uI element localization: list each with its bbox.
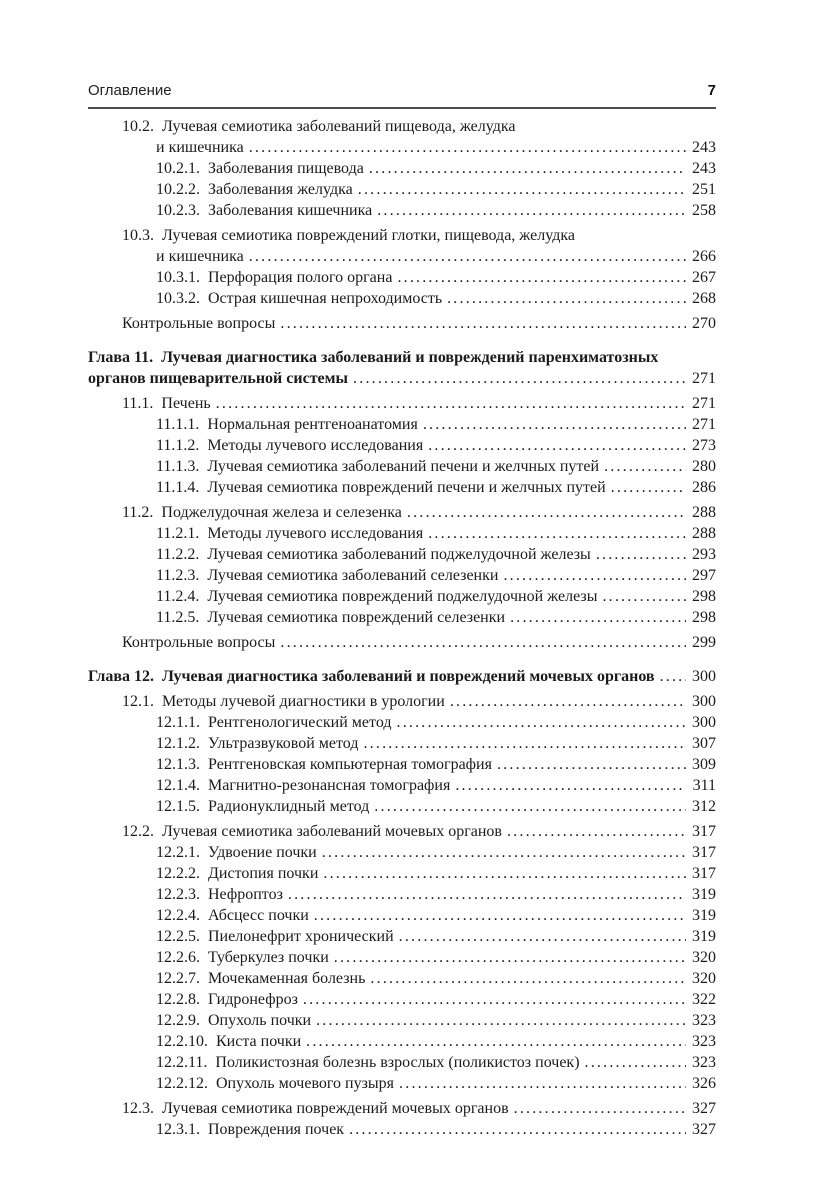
entry-page: 280 [692,458,716,475]
toc-entry [88,179,716,200]
entry-title: Лучевая семиотика повреждений селезенки [207,609,506,626]
entry-page: 300 [692,668,716,685]
toc-entry [88,632,716,653]
toc-entry [88,733,716,754]
toc-entry [88,884,716,905]
toc-entry [88,989,716,1010]
entry-title: Контрольные вопросы [122,634,276,651]
entry-number: 12.2. [122,823,154,840]
entry-title: Лучевая диагностика заболеваний и повреждений мочевых органов [162,668,655,685]
leader-dots [510,607,686,628]
entry-title: Опухоль почки [208,1012,312,1029]
header-title: Оглавление [88,82,172,99]
entry-title: Туберкулез почки [208,949,329,966]
toc-entry [88,905,716,926]
entry-page: 298 [692,588,716,605]
entry-title: Лучевая семиотика заболеваний мочевых органов [162,823,502,840]
entry-title: Лучевая семиотика повреждений мочевых органов [162,1100,509,1117]
toc-entry [88,313,716,334]
toc-entry [88,1052,716,1073]
toc-entry [88,754,716,775]
entry-title: Поликистозная болезнь взрослых (поликистоз почек) [215,1054,580,1071]
toc-entry [88,502,716,523]
entry-page: 323 [692,1054,716,1071]
entry-number: 12.2.11. [156,1054,208,1071]
toc-entry [88,393,716,414]
entry-title: Абсцесс почки [208,907,309,924]
entry-number: 10.3. [122,227,154,244]
toc-entry [88,796,716,817]
entry-number: 11.1.3. [156,458,200,475]
entry-number: 11.2.5. [156,609,200,626]
toc-entry [88,1073,716,1094]
leader-dots [399,1073,686,1094]
entry-page: 300 [692,693,716,710]
entry-page: 322 [692,991,716,1008]
entry-page: 288 [692,504,716,521]
toc-entry [88,565,716,586]
leader-dots [334,947,686,968]
entry-number: Глава 11. [88,349,154,366]
toc-entry [88,414,716,435]
entry-page: 251 [692,181,716,198]
toc-entry [88,523,716,544]
leader-dots [423,414,686,435]
leader-dots [611,477,686,498]
entry-number: 11.2. [122,504,154,521]
entry-title: Заболевания желудка [208,181,353,198]
toc-entry [88,158,716,179]
entry-title: и кишечника [156,248,244,265]
entry-page: 266 [692,248,716,265]
toc-entry [88,435,716,456]
entry-number: 12.1.5. [156,798,200,815]
entry-number: 12.1.3. [156,756,200,773]
entry-title: Повреждения почек [208,1121,345,1138]
entry-title: Нормальная рентгеноанатомия [207,416,418,433]
entry-page: 267 [692,269,716,286]
entry-page: 258 [692,202,716,219]
entry-number: 12.3. [122,1100,154,1117]
entry-number: 12.2.7. [156,970,200,987]
entry-page: 320 [692,970,716,987]
leader-dots [280,313,686,334]
entry-page: 320 [692,949,716,966]
entry-number: 12.2.9. [156,1012,200,1029]
toc-entry [88,666,716,687]
toc-entry [88,267,716,288]
entry-page: 271 [692,395,716,412]
entry-title: Лучевая семиотика повреждений печени и желчных путей [207,479,606,496]
leader-dots [450,691,686,712]
leader-dots [604,456,686,477]
leader-dots [280,632,686,653]
entry-page: 297 [692,567,716,584]
entry-page: 268 [692,290,716,307]
entry-number: 10.2.1. [156,160,200,177]
leader-dots [303,989,686,1010]
entry-page: 273 [692,437,716,454]
leader-dots [216,393,686,414]
entry-page: 288 [692,525,716,542]
entry-title: Дистопия почки [208,865,319,882]
entry-number: 11.1.1. [156,416,200,433]
leader-dots [397,267,686,288]
entry-title: Рентгенологический метод [208,714,392,731]
entry-title: Радионуклидный метод [208,798,370,815]
toc-entry [88,200,716,221]
entry-page: 271 [692,416,716,433]
entry-number: 11.1.2. [156,437,200,454]
leader-dots [585,1052,686,1073]
entry-page: 323 [692,1012,716,1029]
entry-title: Методы лучевой диагностики в урологии [162,693,445,710]
entry-page: 323 [692,1033,716,1050]
toc-entry [88,288,716,309]
leader-dots [369,158,686,179]
leader-dots [363,733,686,754]
entry-title: Методы лучевого исследования [207,525,424,542]
toc-entry [88,691,716,712]
entry-title: Лучевая семиотика заболеваний печени и желчных путей [207,458,600,475]
leader-dots [596,544,686,565]
leader-dots [358,179,686,200]
entry-title: Удвоение почки [208,844,317,861]
entry-number: 12.1. [122,693,154,710]
toc-entry [88,968,716,989]
entry-number: 12.1.4. [156,777,200,794]
leader-dots [399,926,686,947]
entry-page: 327 [692,1121,716,1138]
entry-page: 319 [692,928,716,945]
entry-number: 10.2.2. [156,181,200,198]
header-page-number: 7 [707,82,716,99]
entry-title: органов пищеварительной системы [88,370,349,387]
entry-page: 309 [692,756,716,773]
leader-dots [497,754,686,775]
entry-title: Магнитно-резонансная томография [208,777,451,794]
leader-dots [428,523,686,544]
leader-dots [428,435,686,456]
leader-dots [314,905,686,926]
leader-dots [407,502,686,523]
entry-number: 10.2. [122,118,154,135]
toc-entry [88,368,716,389]
leader-dots [397,712,687,733]
entry-title: Лучевая диагностика заболеваний и повреждений паренхиматозных [161,349,659,366]
entry-number: 12.2.6. [156,949,200,966]
entry-number: 10.2.3. [156,202,200,219]
entry-page: 307 [692,735,716,752]
leader-dots [447,288,686,309]
entry-title: Заболевания кишечника [208,202,373,219]
entry-number: 12.1.1. [156,714,200,731]
entry-page: 317 [692,844,716,861]
entry-title: Лучевая семиотика повреждений поджелудочной железы [207,588,598,605]
leader-dots [322,842,686,863]
toc-entry [88,1119,716,1140]
leader-dots [353,368,686,389]
leader-dots [370,968,686,989]
entry-page: 299 [692,634,716,651]
leader-dots [514,1098,686,1119]
toc-entry [88,225,716,246]
toc-entry [88,116,716,137]
entry-number: 10.3.2. [156,290,200,307]
entry-title: Лучевая семиотика повреждений глотки, пищевода, желудка [162,227,575,244]
entry-title: Опухоль мочевого пузыря [216,1075,395,1092]
leader-dots [374,796,686,817]
entry-number: 12.2.1. [156,844,200,861]
toc-entry [88,456,716,477]
entry-title: Лучевая семиотика заболеваний пищевода, желудка [162,118,516,135]
entry-number: 12.2.12. [156,1075,208,1092]
entry-title: Перфорация полого органа [208,269,393,286]
toc-entry [88,947,716,968]
entry-number: 12.2.3. [156,886,200,903]
leader-dots [660,666,686,687]
leader-dots [306,1031,686,1052]
toc-entry [88,347,716,368]
entry-title: Киста почки [216,1033,302,1050]
leader-dots [503,565,686,586]
entry-number: 11.2.2. [156,546,200,563]
entry-title: Печень [161,395,211,412]
toc-entry [88,477,716,498]
entry-page: 293 [692,546,716,563]
entry-title: Мочекаменная болезнь [208,970,366,987]
toc-entry [88,712,716,733]
leader-dots [249,137,686,158]
leader-dots [455,775,686,796]
entry-number: 11.2.3. [156,567,200,584]
entry-title: Пиелонефрит хронический [208,928,394,945]
toc-entry [88,775,716,796]
toc-entry [88,137,716,158]
entry-number: Глава 12. [88,668,154,685]
entry-title: Лучевая семиотика заболеваний поджелудочной железы [207,546,591,563]
entry-title: Поджелудочная железа и селезенка [161,504,402,521]
entry-page: 243 [692,160,716,177]
toc-entry [88,586,716,607]
entry-page: 286 [692,479,716,496]
entry-page: 311 [692,777,716,794]
entry-number: 11.2.4. [156,588,200,605]
entry-page: 243 [692,139,716,156]
entry-number: 12.2.4. [156,907,200,924]
leader-dots [323,863,686,884]
toc-entry [88,246,716,267]
entry-title: Ультразвуковой метод [208,735,359,752]
toc-entry [88,607,716,628]
entry-page: 319 [692,907,716,924]
entry-number: 12.2.10. [156,1033,208,1050]
entry-page: 319 [692,886,716,903]
toc-entry [88,926,716,947]
toc-entry [88,1098,716,1119]
leader-dots [602,586,686,607]
entry-title: и кишечника [156,139,244,156]
toc-entry [88,1010,716,1031]
entry-number: 12.1.2. [156,735,200,752]
toc-entry [88,821,716,842]
entry-title: Острая кишечная непроходимость [208,290,443,307]
entry-number: 11.2.1. [156,525,200,542]
entry-page: 327 [692,1100,716,1117]
entry-title: Гидронефроз [208,991,298,1008]
entry-number: 12.2.2. [156,865,200,882]
toc-list [88,116,716,1140]
leader-dots [288,884,686,905]
leader-dots [316,1010,686,1031]
entry-number: 11.1.4. [156,479,200,496]
page-header [88,82,716,109]
entry-page: 326 [692,1075,716,1092]
entry-page: 270 [692,315,716,332]
entry-title: Заболевания пищевода [208,160,364,177]
toc-entry [88,842,716,863]
entry-page: 271 [692,370,716,387]
entry-title: Лучевая семиотика заболеваний селезенки [207,567,499,584]
entry-page: 298 [692,609,716,626]
toc-entry [88,863,716,884]
entry-number: 12.3.1. [156,1121,200,1138]
leader-dots [377,200,686,221]
toc-entry [88,1031,716,1052]
entry-number: 11.1. [122,395,154,412]
entry-page: 317 [692,865,716,882]
entry-page: 300 [692,714,716,731]
entry-number: 12.2.8. [156,991,200,1008]
entry-title: Нефроптоз [208,886,283,903]
entry-page: 312 [692,798,716,815]
entry-title: Контрольные вопросы [122,315,276,332]
entry-number: 12.2.5. [156,928,200,945]
toc-entry [88,544,716,565]
leader-dots [349,1119,686,1140]
leader-dots [507,821,686,842]
entry-number: 10.3.1. [156,269,200,286]
entry-title: Методы лучевого исследования [207,437,424,454]
leader-dots [249,246,686,267]
entry-page: 317 [692,823,716,840]
entry-title: Рентгеновская компьютерная томография [208,756,492,773]
